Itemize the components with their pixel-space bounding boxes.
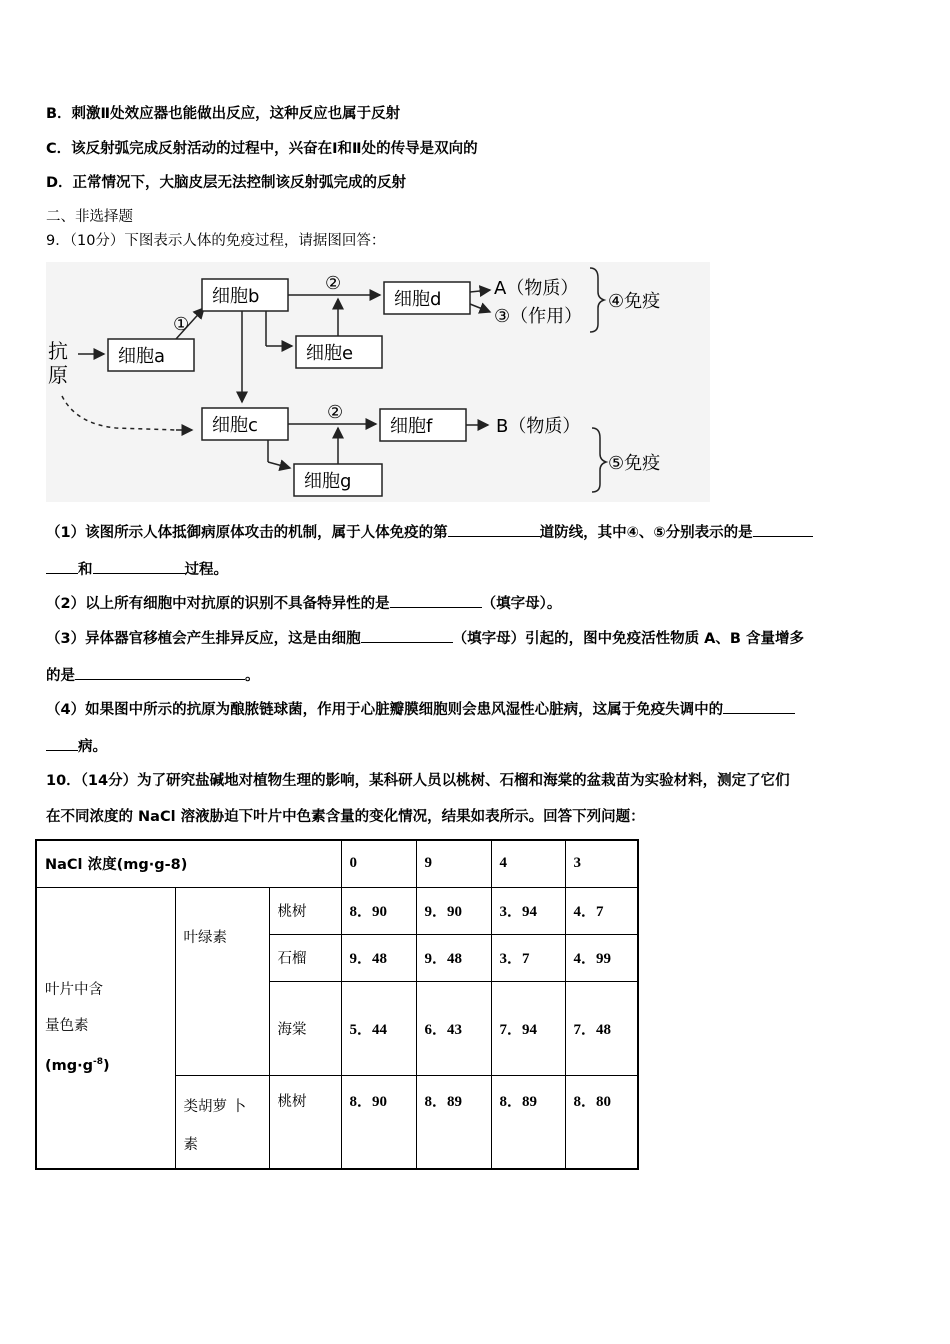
cell-d-label: 细胞d [394, 289, 442, 310]
output-b-label: B（物质） [496, 416, 581, 437]
option-d: D．正常情况下，大脑皮层无法控制该反射弧完成的反射 [46, 175, 407, 191]
value-r1-c2: 3．7 [491, 934, 565, 981]
conc-3: 3 [565, 840, 638, 887]
value-r3-c3: 8．80 [565, 1075, 638, 1169]
q9-p4-blank-a[interactable] [723, 701, 795, 714]
cell-c-label: 细胞c [212, 415, 258, 436]
step-1-label: ① [173, 314, 190, 335]
immune-4-label: ④免疫 [608, 291, 661, 312]
conc-0: 0 [341, 840, 416, 887]
q9-p4-line2 [46, 735, 107, 756]
row-label-line2: 量色素 [45, 1017, 89, 1034]
antigen-label-2: 原 [48, 363, 68, 387]
output-a-label: A（物质） [494, 278, 579, 299]
q9-p1-blank-1[interactable] [448, 524, 540, 537]
q9-p3-text-a: （3）异体器官移植会产生排异反应，这是由细胞 [46, 631, 361, 647]
q9-p3-blank-1[interactable] [361, 630, 453, 643]
q9-p3-line2 [46, 664, 260, 685]
q9-p1-blank-2b[interactable] [46, 561, 78, 574]
pigment-carotenoid-line2: 素 [183, 1136, 198, 1153]
q9-p3-text-b: （填字母）引起的，图中免疫活性物质 A、B 含量增多 [452, 631, 804, 647]
q9-p1-line1 [46, 521, 813, 542]
plant-peach-1: 桃树 [269, 887, 341, 934]
value-r0-c3: 4．7 [565, 887, 638, 934]
q9-p2 [46, 592, 561, 613]
value-r2-c0: 5．44 [341, 981, 416, 1075]
value-r1-c1: 9．48 [416, 934, 491, 981]
conc-2: 4 [491, 840, 565, 887]
value-r2-c3: 7．48 [565, 981, 638, 1075]
q9-p1-blank-3[interactable] [93, 561, 185, 574]
q9-stem: 9．（10分）下图表示人体的免疫过程，请据图回答： [46, 233, 386, 249]
row-label-leaf-pigment [36, 887, 175, 1169]
plant-crabapple: 海棠 [269, 981, 341, 1075]
q9-p1-text-a: （1）该图所示人体抵御病原体攻击的机制，属于人体免疫的第 [46, 525, 448, 541]
q10-stem-line2: 在不同浓度的 NaCl 溶液胁迫下叶片中色素含量的变化情况，结果如表所示。回答下列问题： [46, 809, 645, 825]
q9-p3-text-d: 。 [245, 668, 260, 684]
q9-p2-blank[interactable] [390, 595, 482, 608]
q9-p3-line1 [46, 627, 804, 648]
section-title: 二、非选择题 [46, 209, 133, 225]
cell-e-label: 细胞e [306, 343, 354, 364]
option-b: B．刺激Ⅱ处效应器也能做出反应，这种反应也属于反射 [46, 106, 401, 122]
cell-a-label: 细胞a [118, 346, 166, 367]
conc-1: 9 [416, 840, 491, 887]
antigen-label-1: 抗 [48, 339, 68, 363]
value-r3-c2: 8．89 [491, 1075, 565, 1169]
q9-p1-text-c: 和 [78, 562, 93, 578]
option-c: C．该反射弧完成反射活动的过程中，兴奋在Ⅰ和Ⅱ处的传导是双向的 [46, 141, 478, 157]
header-nacl: NaCl 浓度(mg·g-8) [36, 840, 341, 887]
q9-p4-line1 [46, 698, 795, 719]
value-r0-c0: 8．90 [341, 887, 416, 934]
pigment-table [35, 839, 639, 1170]
q9-p3-blank-2[interactable] [75, 667, 245, 680]
value-r3-c0: 8．90 [341, 1075, 416, 1169]
output-3-label: ③（作用） [494, 306, 583, 327]
q9-p1-text-b: 道防线，其中④、⑤分别表示的是 [539, 525, 753, 541]
q9-p4-text-a: （4）如果图中所示的抗原为酿脓链球菌，作用于心脏瓣膜细胞则会患风湿性心脏病，这属于免疫失调中的 [46, 702, 724, 718]
step-2-bottom-label: ② [327, 402, 344, 423]
row-label-line1: 叶片中含 [45, 981, 103, 998]
q9-p1-line2 [46, 558, 228, 579]
q9-p3-text-c: 的是 [46, 668, 75, 684]
immune-5-label: ⑤免疫 [608, 453, 661, 474]
plant-peach-2: 桃树 [269, 1075, 341, 1169]
q9-p1-text-d: 过程。 [184, 562, 228, 578]
cell-f-label: 细胞f [390, 416, 433, 437]
pigment-carotenoid-line1: 类胡萝 卜 [183, 1098, 247, 1115]
q9-p4-blank-b[interactable] [46, 738, 78, 751]
q9-p2-text-b: （填字母）。 [481, 596, 562, 612]
value-r0-c2: 3．94 [491, 887, 565, 934]
value-r1-c0: 9．48 [341, 934, 416, 981]
step-2-top-label: ② [325, 273, 342, 294]
value-r2-c1: 6．43 [416, 981, 491, 1075]
plant-pomegranate: 石榴 [269, 934, 341, 981]
value-r3-c1: 8．89 [416, 1075, 491, 1169]
value-r2-c2: 7．94 [491, 981, 565, 1075]
immune-process-diagram [46, 262, 710, 502]
pigment-carotenoid [175, 1075, 269, 1169]
q9-p1-blank-2a[interactable] [753, 524, 813, 537]
cell-g-label: 细胞g [304, 471, 352, 492]
row-label-unit: $(mg\cdot g^{-8})$ [45, 1056, 110, 1074]
pigment-chlorophyll: 叶绿素 [175, 887, 269, 1075]
q9-p4-text-b: 病。 [78, 739, 107, 755]
value-r0-c1: 9．90 [416, 887, 491, 934]
q9-p2-text-a: （2）以上所有细胞中对抗原的识别不具备特异性的是 [46, 596, 390, 612]
q10-stem-line1: 10．（14分）为了研究盐碱地对植物生理的影响，某科研人员以桃树、石榴和海棠的盆栽苗为实验材料，测定了它们 [46, 773, 790, 789]
value-r1-c3: 4．99 [565, 934, 638, 981]
cell-b-label: 细胞b [212, 286, 260, 307]
